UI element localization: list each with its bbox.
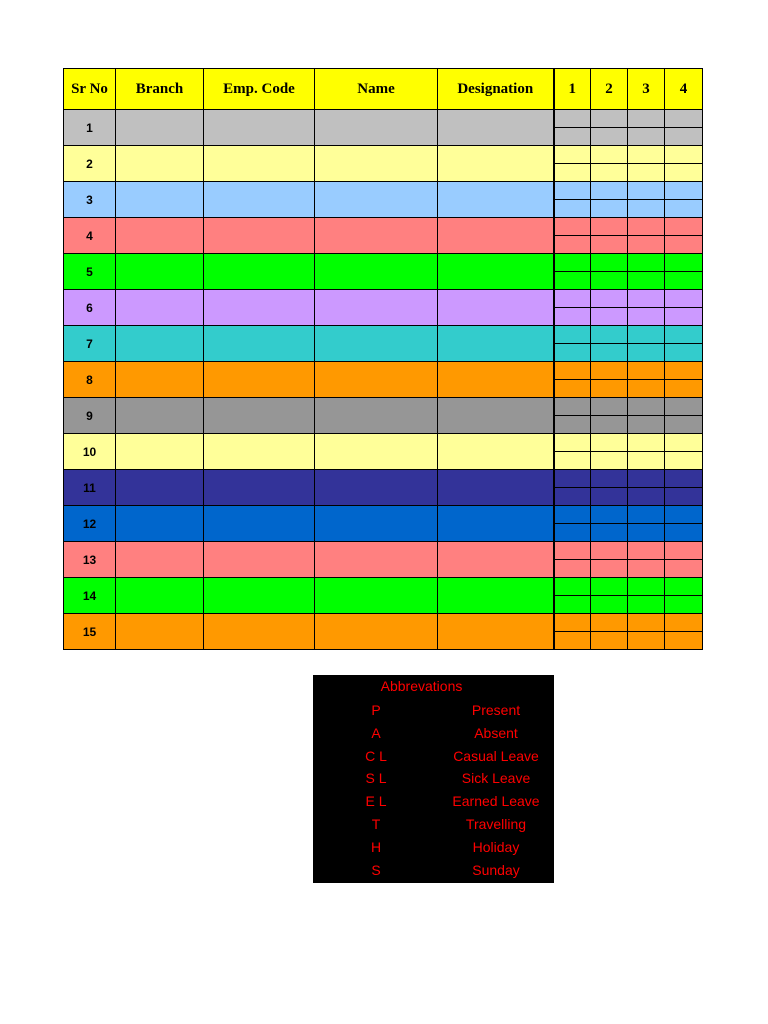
table-row xyxy=(64,470,703,488)
designation-cell[interactable] xyxy=(438,146,554,182)
day-2-cell[interactable] xyxy=(591,182,628,200)
sr-no-cell: 7 xyxy=(64,326,116,362)
day-4-cell[interactable] xyxy=(665,362,703,380)
day-1-cell[interactable] xyxy=(554,218,591,236)
day-2-cell[interactable] xyxy=(591,308,628,326)
day-3-cell[interactable] xyxy=(628,452,665,470)
emp-code-cell[interactable] xyxy=(204,218,315,254)
sr-no-cell: 3 xyxy=(64,182,116,218)
day-2-cell[interactable] xyxy=(591,398,628,416)
day-4-cell[interactable] xyxy=(665,416,703,434)
branch-cell[interactable] xyxy=(116,254,204,290)
day-2-cell[interactable] xyxy=(591,380,628,398)
day-4-cell[interactable] xyxy=(665,560,703,578)
sr-no-cell: 12 xyxy=(64,506,116,542)
day-2-cell[interactable] xyxy=(591,578,628,596)
day-4-cell[interactable] xyxy=(665,200,703,218)
day-4-cell[interactable] xyxy=(665,380,703,398)
emp-code-cell[interactable] xyxy=(204,290,315,326)
legend-code: P xyxy=(371,702,381,718)
day-2-cell[interactable] xyxy=(591,344,628,362)
designation-cell[interactable] xyxy=(438,470,554,506)
legend-item xyxy=(313,725,554,747)
day-3-cell[interactable] xyxy=(628,578,665,596)
day-4-cell[interactable] xyxy=(665,236,703,254)
day-3-cell[interactable] xyxy=(628,362,665,380)
day-1-cell[interactable] xyxy=(554,200,591,218)
day-2-cell[interactable] xyxy=(591,488,628,506)
day-3-cell[interactable] xyxy=(628,182,665,200)
day-1-cell[interactable] xyxy=(554,272,591,290)
legend-code: H xyxy=(370,838,382,855)
day-3-cell[interactable] xyxy=(628,236,665,254)
name-cell[interactable] xyxy=(315,362,438,398)
day-2-cell[interactable] xyxy=(591,596,628,614)
day-3-cell[interactable] xyxy=(628,326,665,344)
branch-cell[interactable] xyxy=(116,290,204,326)
day-2-cell[interactable] xyxy=(591,254,628,272)
day-3-cell[interactable] xyxy=(628,254,665,272)
day-1-cell[interactable] xyxy=(554,182,591,200)
day-2-cell[interactable] xyxy=(591,434,628,452)
designation-cell[interactable] xyxy=(438,326,554,362)
name-cell[interactable] xyxy=(315,614,438,650)
emp-code-cell[interactable] xyxy=(204,470,315,506)
table-row xyxy=(64,434,703,452)
day-4-cell[interactable] xyxy=(665,254,703,272)
day-2-cell[interactable] xyxy=(591,470,628,488)
day-1-cell[interactable] xyxy=(554,362,591,380)
day-4-cell[interactable] xyxy=(665,326,703,344)
emp-code-cell[interactable] xyxy=(204,146,315,182)
attendance-table xyxy=(63,68,703,650)
legend-item xyxy=(313,770,554,792)
table-row xyxy=(64,362,703,380)
emp-code-cell[interactable] xyxy=(204,254,315,290)
designation-cell[interactable] xyxy=(438,362,554,398)
designation-cell[interactable] xyxy=(438,506,554,542)
day-3-cell[interactable] xyxy=(628,614,665,632)
legend-item xyxy=(313,839,554,861)
table-row xyxy=(64,254,703,272)
day-3-cell[interactable] xyxy=(628,380,665,398)
emp-code-cell[interactable] xyxy=(204,578,315,614)
sr-no-cell: 8 xyxy=(64,362,116,398)
branch-cell[interactable] xyxy=(116,362,204,398)
day-1-cell[interactable] xyxy=(554,506,591,524)
day-3-cell[interactable] xyxy=(628,416,665,434)
branch-cell[interactable] xyxy=(116,506,204,542)
legend-item xyxy=(313,793,554,815)
day-3-cell[interactable] xyxy=(628,542,665,560)
day-2-cell[interactable] xyxy=(591,632,628,650)
emp-code-cell[interactable] xyxy=(204,542,315,578)
name-cell[interactable] xyxy=(315,578,438,614)
sr-no-cell: 15 xyxy=(64,614,116,650)
day-2-cell[interactable] xyxy=(591,146,628,164)
day-3-cell[interactable] xyxy=(628,128,665,146)
day-1-cell[interactable] xyxy=(554,164,591,182)
sr-no-cell: 14 xyxy=(64,578,116,614)
day-4-cell[interactable] xyxy=(665,524,703,542)
header-day-4: 4 xyxy=(665,69,703,110)
sr-no-cell: 4 xyxy=(64,218,116,254)
day-1-cell[interactable] xyxy=(554,110,591,128)
legend-code: A xyxy=(371,724,381,741)
day-2-cell[interactable] xyxy=(591,272,628,290)
legend-item xyxy=(313,816,554,838)
name-cell[interactable] xyxy=(315,398,438,434)
day-4-cell[interactable] xyxy=(665,272,703,290)
header-day-1: 1 xyxy=(554,69,591,110)
day-3-cell[interactable] xyxy=(628,110,665,128)
day-3-cell[interactable] xyxy=(628,218,665,236)
day-4-cell[interactable] xyxy=(665,344,703,362)
day-3-cell[interactable] xyxy=(628,560,665,578)
table-row xyxy=(64,542,703,560)
name-cell[interactable] xyxy=(315,326,438,362)
day-4-cell[interactable] xyxy=(665,452,703,470)
branch-cell[interactable] xyxy=(116,434,204,470)
branch-cell[interactable] xyxy=(116,182,204,218)
day-4-cell[interactable] xyxy=(665,542,703,560)
sr-no-cell: 5 xyxy=(64,254,116,290)
legend-code: E L xyxy=(365,793,387,810)
day-2-cell[interactable] xyxy=(591,542,628,560)
day-3-cell[interactable] xyxy=(628,434,665,452)
legend-item xyxy=(313,862,554,884)
legend-meaning: Sick Leave xyxy=(461,770,531,787)
legend-meaning: Earned Leave xyxy=(452,793,540,810)
designation-cell[interactable] xyxy=(438,578,554,614)
table-row xyxy=(64,146,703,164)
day-3-cell[interactable] xyxy=(628,524,665,542)
day-1-cell[interactable] xyxy=(554,488,591,506)
day-3-cell[interactable] xyxy=(628,488,665,506)
sr-no-cell: 9 xyxy=(64,398,116,434)
name-cell[interactable] xyxy=(315,506,438,542)
day-2-cell[interactable] xyxy=(591,452,628,470)
day-2-cell[interactable] xyxy=(591,560,628,578)
sr-no-cell: 1 xyxy=(64,110,116,146)
day-2-cell[interactable] xyxy=(591,236,628,254)
day-2-cell[interactable] xyxy=(591,416,628,434)
day-3-cell[interactable] xyxy=(628,164,665,182)
day-4-cell[interactable] xyxy=(665,488,703,506)
day-1-cell[interactable] xyxy=(554,560,591,578)
day-3-cell[interactable] xyxy=(628,398,665,416)
sr-no-cell: 6 xyxy=(64,290,116,326)
header-designation: Designation xyxy=(438,69,554,110)
emp-code-cell[interactable] xyxy=(204,398,315,434)
day-4-cell[interactable] xyxy=(665,578,703,596)
header-branch: Branch xyxy=(116,69,204,110)
table-row xyxy=(64,578,703,596)
day-3-cell[interactable] xyxy=(628,308,665,326)
day-3-cell[interactable] xyxy=(628,596,665,614)
day-1-cell[interactable] xyxy=(554,254,591,272)
designation-cell[interactable] xyxy=(438,614,554,650)
table-row xyxy=(64,614,703,632)
day-1-cell[interactable] xyxy=(554,614,591,632)
table-row xyxy=(64,506,703,524)
day-4-cell[interactable] xyxy=(665,290,703,308)
day-2-cell[interactable] xyxy=(591,524,628,542)
day-1-cell[interactable] xyxy=(554,578,591,596)
legend-meaning: Sunday xyxy=(472,861,520,878)
name-cell[interactable] xyxy=(315,146,438,182)
name-cell[interactable] xyxy=(315,254,438,290)
day-1-cell[interactable] xyxy=(554,524,591,542)
day-1-cell[interactable] xyxy=(554,470,591,488)
day-4-cell[interactable] xyxy=(665,164,703,182)
legend-code: S xyxy=(371,861,381,878)
designation-cell[interactable] xyxy=(438,218,554,254)
branch-cell[interactable] xyxy=(116,146,204,182)
name-cell[interactable] xyxy=(315,290,438,326)
branch-cell[interactable] xyxy=(116,614,204,650)
day-4-cell[interactable] xyxy=(665,128,703,146)
day-1-cell[interactable] xyxy=(554,416,591,434)
header-day-3: 3 xyxy=(628,69,665,110)
legend-title: Abbrevations xyxy=(380,678,463,694)
sr-no-cell: 13 xyxy=(64,542,116,578)
designation-cell[interactable] xyxy=(438,398,554,434)
sr-no-cell: 11 xyxy=(64,470,116,506)
legend-code: T xyxy=(371,816,381,832)
day-2-cell[interactable] xyxy=(591,290,628,308)
branch-cell[interactable] xyxy=(116,218,204,254)
day-1-cell[interactable] xyxy=(554,308,591,326)
legend-code: S L xyxy=(365,770,387,787)
day-3-cell[interactable] xyxy=(628,506,665,524)
branch-cell[interactable] xyxy=(116,578,204,614)
day-2-cell[interactable] xyxy=(591,218,628,236)
day-4-cell[interactable] xyxy=(665,398,703,416)
sr-no-cell: 2 xyxy=(64,146,116,182)
table-row xyxy=(64,398,703,416)
day-1-cell[interactable] xyxy=(554,632,591,650)
table-row xyxy=(64,326,703,344)
legend-meaning: Present xyxy=(471,702,521,718)
emp-code-cell[interactable] xyxy=(204,614,315,650)
designation-cell[interactable] xyxy=(438,290,554,326)
day-4-cell[interactable] xyxy=(665,308,703,326)
branch-cell[interactable] xyxy=(116,470,204,506)
legend-item xyxy=(313,702,554,724)
day-1-cell[interactable] xyxy=(554,236,591,254)
name-cell[interactable] xyxy=(315,218,438,254)
day-1-cell[interactable] xyxy=(554,146,591,164)
day-3-cell[interactable] xyxy=(628,146,665,164)
legend-meaning: Travelling xyxy=(465,816,527,832)
legend-meaning: Casual Leave xyxy=(453,747,539,764)
header-sr-no: Sr No xyxy=(64,69,116,110)
day-2-cell[interactable] xyxy=(591,614,628,632)
day-4-cell[interactable] xyxy=(665,596,703,614)
day-4-cell[interactable] xyxy=(665,614,703,632)
branch-cell[interactable] xyxy=(116,398,204,434)
table-body xyxy=(64,110,703,650)
abbreviations-legend xyxy=(313,675,554,883)
day-1-cell[interactable] xyxy=(554,128,591,146)
emp-code-cell[interactable] xyxy=(204,182,315,218)
day-4-cell[interactable] xyxy=(665,470,703,488)
table-row xyxy=(64,290,703,308)
day-1-cell[interactable] xyxy=(554,290,591,308)
day-3-cell[interactable] xyxy=(628,272,665,290)
day-3-cell[interactable] xyxy=(628,470,665,488)
day-4-cell[interactable] xyxy=(665,146,703,164)
day-1-cell[interactable] xyxy=(554,344,591,362)
legend-code: C L xyxy=(365,747,387,764)
header-row xyxy=(64,69,703,110)
day-3-cell[interactable] xyxy=(628,344,665,362)
legend-meaning: Holiday xyxy=(472,838,520,855)
day-1-cell[interactable] xyxy=(554,452,591,470)
day-2-cell[interactable] xyxy=(591,362,628,380)
day-4-cell[interactable] xyxy=(665,434,703,452)
designation-cell[interactable] xyxy=(438,110,554,146)
name-cell[interactable] xyxy=(315,434,438,470)
day-1-cell[interactable] xyxy=(554,398,591,416)
branch-cell[interactable] xyxy=(116,326,204,362)
header-emp-code: Emp. Code xyxy=(204,69,315,110)
name-cell[interactable] xyxy=(315,470,438,506)
designation-cell[interactable] xyxy=(438,542,554,578)
day-1-cell[interactable] xyxy=(554,542,591,560)
day-4-cell[interactable] xyxy=(665,632,703,650)
day-4-cell[interactable] xyxy=(665,110,703,128)
day-2-cell[interactable] xyxy=(591,164,628,182)
day-2-cell[interactable] xyxy=(591,506,628,524)
table-row xyxy=(64,182,703,200)
day-2-cell[interactable] xyxy=(591,200,628,218)
sr-no-cell: 10 xyxy=(64,434,116,470)
day-4-cell[interactable] xyxy=(665,182,703,200)
day-1-cell[interactable] xyxy=(554,596,591,614)
day-2-cell[interactable] xyxy=(591,110,628,128)
day-1-cell[interactable] xyxy=(554,380,591,398)
day-4-cell[interactable] xyxy=(665,506,703,524)
day-3-cell[interactable] xyxy=(628,632,665,650)
day-2-cell[interactable] xyxy=(591,326,628,344)
emp-code-cell[interactable] xyxy=(204,326,315,362)
day-2-cell[interactable] xyxy=(591,128,628,146)
emp-code-cell[interactable] xyxy=(204,506,315,542)
table-row xyxy=(64,110,703,128)
legend-meaning: Absent xyxy=(474,724,518,741)
name-cell[interactable] xyxy=(315,182,438,218)
emp-code-cell[interactable] xyxy=(204,362,315,398)
emp-code-cell[interactable] xyxy=(204,434,315,470)
day-3-cell[interactable] xyxy=(628,290,665,308)
day-4-cell[interactable] xyxy=(665,218,703,236)
designation-cell[interactable] xyxy=(438,254,554,290)
branch-cell[interactable] xyxy=(116,542,204,578)
designation-cell[interactable] xyxy=(438,434,554,470)
branch-cell[interactable] xyxy=(116,110,204,146)
day-1-cell[interactable] xyxy=(554,326,591,344)
table-row xyxy=(64,218,703,236)
header-name: Name xyxy=(315,69,438,110)
name-cell[interactable] xyxy=(315,110,438,146)
day-3-cell[interactable] xyxy=(628,200,665,218)
name-cell[interactable] xyxy=(315,542,438,578)
emp-code-cell[interactable] xyxy=(204,110,315,146)
header-day-2: 2 xyxy=(591,69,628,110)
legend-item xyxy=(313,748,554,770)
designation-cell[interactable] xyxy=(438,182,554,218)
day-1-cell[interactable] xyxy=(554,434,591,452)
